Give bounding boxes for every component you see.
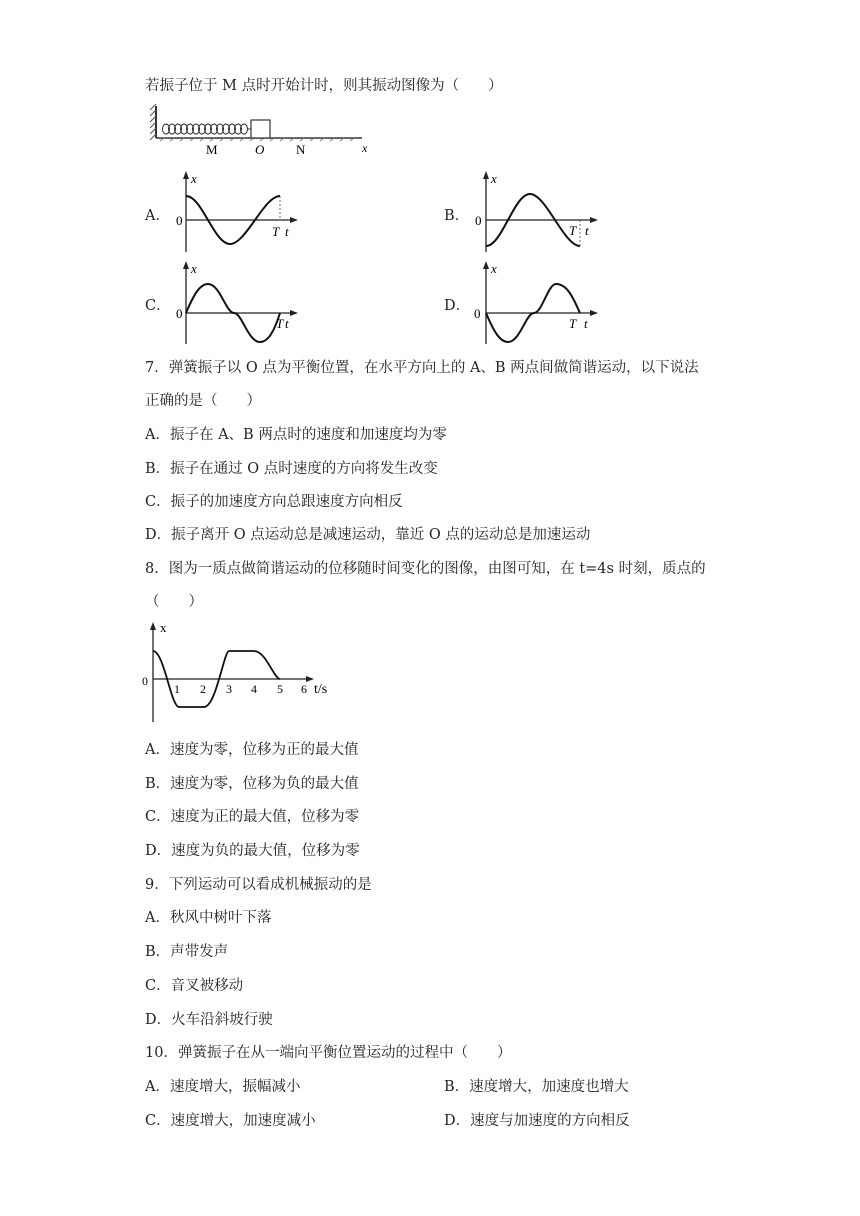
graph-option-b bbox=[472, 170, 602, 256]
q9-option-b[interactable]: B．声带发声 bbox=[145, 944, 229, 960]
q6-option-c[interactable]: C． bbox=[145, 298, 171, 314]
svg-text:t: t bbox=[285, 316, 289, 331]
graph-option-d bbox=[472, 260, 602, 346]
q8-tick-2: 2 bbox=[200, 682, 206, 696]
q8-stem-line2: （ ） bbox=[145, 594, 203, 610]
q8-displacement-time-graph bbox=[140, 618, 360, 728]
svg-text:T: T bbox=[272, 224, 280, 239]
q8-option-b[interactable]: B．速度为零，位移为负的最大值 bbox=[145, 776, 359, 792]
q10-option-a[interactable]: A．速度增大，振幅减小 bbox=[145, 1079, 301, 1095]
svg-text:t: t bbox=[285, 224, 289, 239]
oscillator-block bbox=[251, 120, 270, 138]
q10-option-d[interactable]: D．速度与加速度的方向相反 bbox=[444, 1113, 630, 1129]
svg-text:x: x bbox=[191, 171, 197, 186]
svg-text:0: 0 bbox=[475, 213, 482, 228]
q7-stem-line2: 正确的是（ ） bbox=[145, 393, 261, 409]
graph-option-c bbox=[172, 260, 302, 346]
q7-option-d[interactable]: D．振子离开 O 点运动总是减速运动，靠近 O 点的运动总是加速运动 bbox=[145, 527, 591, 543]
q8-ylabel: x bbox=[160, 620, 167, 635]
svg-text:t: t bbox=[584, 316, 588, 331]
label-o: O bbox=[255, 142, 265, 156]
q9-option-a[interactable]: A．秋风中树叶下落 bbox=[145, 910, 272, 926]
q8-tick-5: 5 bbox=[277, 682, 283, 696]
q6-option-d[interactable]: D． bbox=[444, 298, 471, 314]
graph-option-a bbox=[172, 170, 302, 256]
spring-oscillator-figure bbox=[150, 104, 380, 156]
q8-option-a[interactable]: A．速度为零，位移为正的最大值 bbox=[145, 742, 359, 758]
q9-option-d[interactable]: D．火车沿斜坡行驶 bbox=[145, 1012, 273, 1028]
svg-text:0: 0 bbox=[176, 213, 183, 228]
q7-option-b[interactable]: B．振子在通过 O 点时速度的方向将发生改变 bbox=[145, 461, 438, 477]
q6-option-b[interactable]: B． bbox=[444, 208, 470, 224]
q6-stem: 若振子位于 M 点时开始计时，则其振动图像为（ ） bbox=[145, 78, 503, 94]
svg-text:T: T bbox=[276, 316, 284, 331]
q8-tick-1: 1 bbox=[174, 682, 180, 696]
label-x: x bbox=[362, 141, 368, 155]
q9-option-c[interactable]: C．音叉被移动 bbox=[145, 978, 244, 994]
svg-text:T: T bbox=[569, 223, 577, 238]
label-n: N bbox=[296, 142, 306, 156]
q7-option-a[interactable]: A．振子在 A、B 两点时的速度和加速度均为零 bbox=[145, 427, 447, 443]
q10-option-b[interactable]: B．速度增大，加速度也增大 bbox=[444, 1079, 629, 1095]
q7-option-c[interactable]: C．振子的加速度方向总跟速度方向相反 bbox=[145, 494, 403, 510]
q8-option-c[interactable]: C．速度为正的最大值，位移为零 bbox=[145, 809, 360, 825]
q8-option-d[interactable]: D．速度为负的最大值，位移为零 bbox=[145, 843, 360, 859]
q10-option-c[interactable]: C．速度增大，加速度减小 bbox=[145, 1113, 316, 1129]
q8-tick-0: 0 bbox=[142, 674, 148, 688]
svg-text:0: 0 bbox=[176, 306, 183, 321]
q6-option-a[interactable]: A． bbox=[145, 208, 170, 224]
q10-stem: 10．弹簧振子在从一端向平衡位置运动的过程中（ ） bbox=[145, 1045, 512, 1061]
svg-text:x: x bbox=[491, 171, 497, 186]
q8-stem-line1: 8．图为一质点做简谐运动的位移随时间变化的图像，由图可知，在 t=4s 时刻，质点的 bbox=[145, 561, 706, 577]
q8-tick-3: 3 bbox=[226, 682, 232, 696]
svg-text:x: x bbox=[191, 261, 197, 276]
svg-text:t: t bbox=[585, 223, 589, 238]
q8-tick-6: 6 bbox=[301, 682, 307, 696]
q7-stem-line1: 7．弹簧振子以 O 点为平衡位置，在水平方向上的 A、B 两点间做简谐运动，以下说法 bbox=[145, 360, 699, 376]
svg-text:0: 0 bbox=[474, 306, 481, 321]
svg-text:T: T bbox=[569, 316, 577, 331]
q8-tick-4: 4 bbox=[251, 682, 257, 696]
q8-xlabel: t/s bbox=[314, 682, 328, 697]
label-m: M bbox=[206, 142, 218, 156]
q9-stem: 9．下列运动可以看成机械振动的是 bbox=[145, 877, 372, 893]
svg-text:x: x bbox=[491, 261, 497, 276]
